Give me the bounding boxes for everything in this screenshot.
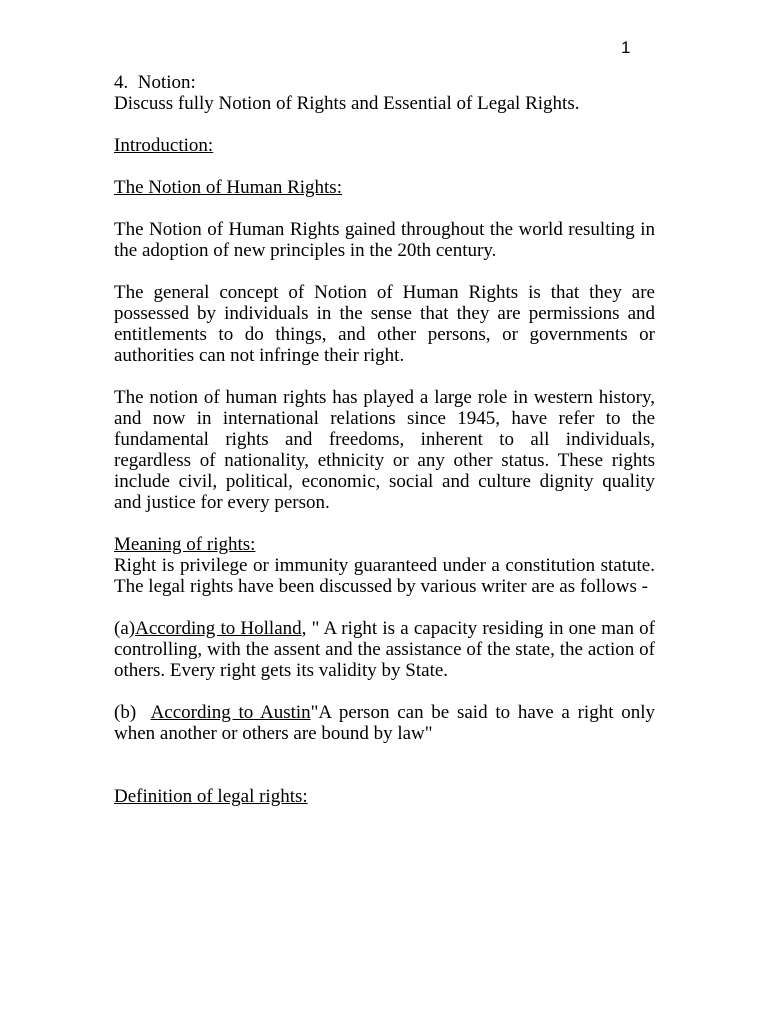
question-heading <box>114 72 655 93</box>
austin-text: "A person can be said to have a right only when another or others are bound by law" <box>114 702 655 744</box>
meaning-paragraph: Right is privilege or immunity guaranteed under a constitution statute. The legal rights have been discussed by various writer are as follows - <box>114 555 655 597</box>
document-body <box>114 72 655 807</box>
paragraph-1: The Notion of Human Rights gained throughout the world resulting in the adoption of new principles in the 20th century. <box>114 219 655 261</box>
austin-marker: (b) <box>114 702 137 723</box>
austin-source: According to Austin <box>150 702 311 723</box>
human-rights-heading: The Notion of Human Rights: <box>114 177 342 198</box>
austin-definition <box>114 702 655 744</box>
page-number: 1 <box>621 38 631 57</box>
paragraph-3: The notion of human rights has played a large role in western history, and now in international relations since 1945, have refer to the fundamental rights and freedoms, inherent to all individuals, regardless of nationality, ethnicity or any other status. These rights include civil, political, economic, social and culture dignity quality and justice for every person. <box>114 387 655 513</box>
paragraph-2: The general concept of Notion of Human Rights is that they are possessed by individuals in the sense that they are permissions and entitlements to do things, and other persons, or governments or authorities can not infringe their right. <box>114 282 655 366</box>
question-label: Notion: <box>137 72 196 93</box>
meaning-heading: Meaning of rights: <box>114 534 256 555</box>
question-text: Discuss fully Notion of Rights and Essential of Legal Rights. <box>114 93 580 114</box>
holland-text: , " A right is a capacity residing in one man of controlling, with the assent and the assistance of the state, the action of others. Every right gets its validity by State. <box>114 618 655 681</box>
holland-source: According to Holland <box>135 618 302 639</box>
definition-heading: Definition of legal rights: <box>114 786 308 807</box>
introduction-heading: Introduction: <box>114 135 214 156</box>
holland-definition <box>114 618 655 681</box>
question-number: 4. <box>114 72 129 93</box>
holland-marker: (a) <box>114 618 136 639</box>
